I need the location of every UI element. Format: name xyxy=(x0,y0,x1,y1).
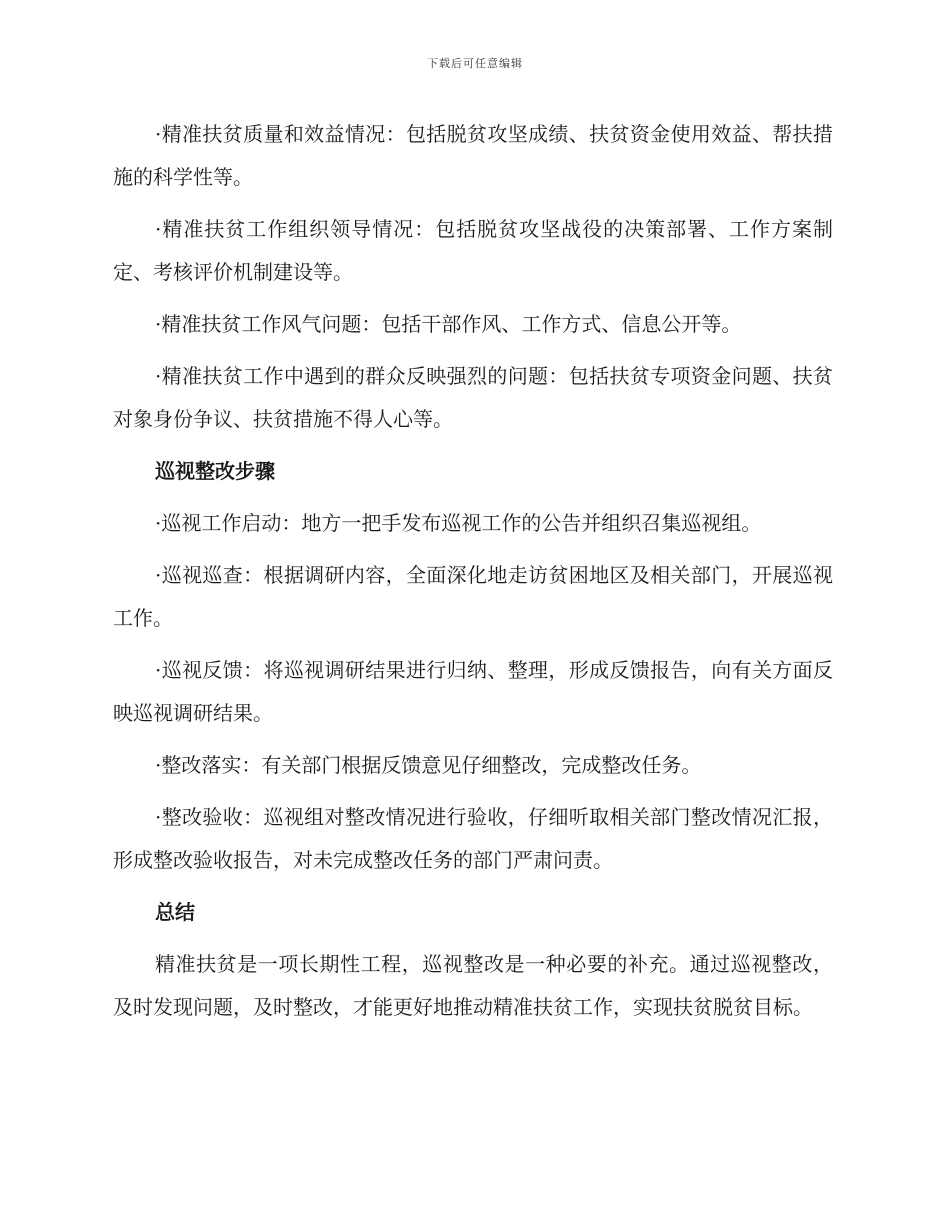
paragraph-organization-leadership: ·精准扶贫工作组织领导情况：包括脱贫攻坚战役的决策部署、工作方案制定、考核评价机制建设等。 xyxy=(113,217,833,284)
document-body xyxy=(113,113,833,1038)
paragraph-inspection-feedback: ·巡视反馈：将巡视调研结果进行归纳、整理，形成反馈报告，向有关方面反映巡视调研结果。 xyxy=(113,658,833,725)
paragraph-public-concerns: ·精准扶贫工作中遇到的群众反映强烈的问题：包括扶贫专项资金问题、扶贫对象身份争议、扶贫措施不得人心等。 xyxy=(113,364,833,431)
paragraph-inspection-launch: ·巡视工作启动：地方一把手发布巡视工作的公告并组织召集巡视组。 xyxy=(155,511,762,535)
paragraph-work-style: ·精准扶贫工作风气问题：包括干部作风、工作方式、信息公开等。 xyxy=(155,312,742,336)
paragraph-rectification-implementation: ·整改落实：有关部门根据反馈意见仔细整改，完成整改任务。 xyxy=(155,753,702,777)
header-note: 下载后可任意编辑 xyxy=(427,57,523,70)
section-heading-summary: 总结 xyxy=(155,900,195,924)
paragraph-rectification-acceptance: ·整改验收：巡视组对整改情况进行验收，仔细听取相关部门整改情况汇报，形成整改验收报告，对未完成整改任务的部门严肃问责。 xyxy=(113,805,833,872)
paragraph-summary: 精准扶贫是一项长期性工程，巡视整改是一种必要的补充。通过巡视整改，及时发现问题，及时整改，才能更好地推动精准扶贫工作，实现扶贫脱贫目标。 xyxy=(113,952,833,1019)
paragraph-inspection-patrol: ·巡视巡查：根据调研内容，全面深化地走访贫困地区及相关部门，开展巡视工作。 xyxy=(113,563,833,630)
paragraph-quality-benefit: ·精准扶贫质量和效益情况：包括脱贫攻坚成绩、扶贫资金使用效益、帮扶措施的科学性等。 xyxy=(113,122,833,189)
section-heading-rectification-steps: 巡视整改步骤 xyxy=(155,459,275,483)
